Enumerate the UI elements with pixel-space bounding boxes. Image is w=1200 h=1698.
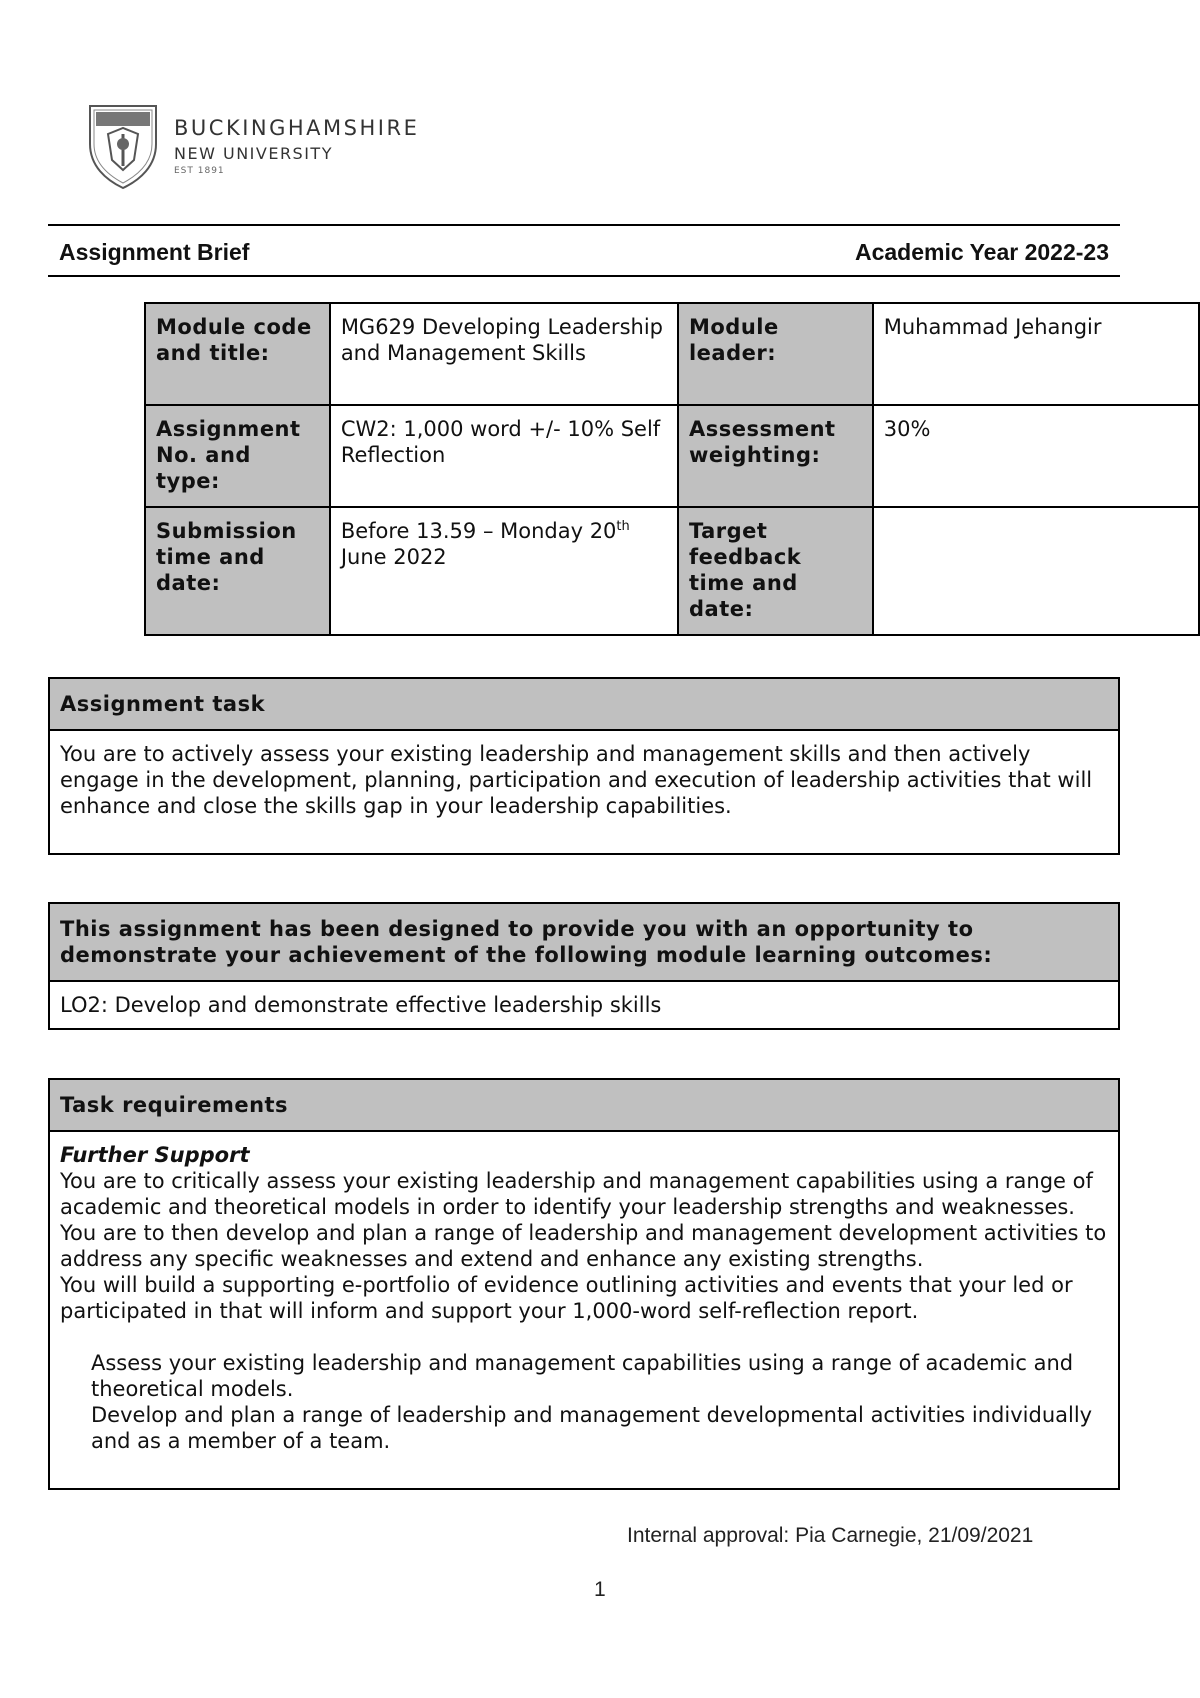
weighting-label: Assessment weighting: [678, 405, 873, 507]
module-leader-value: Muhammad Jehangir [873, 303, 1199, 405]
assignment-task-body: You are to actively assess your existing leadership and management skills and then actively engage in the development, planning, participation and execution of leadership activities that will enhance and close the skills gap in your leadership capabilities. [60, 742, 1093, 818]
header-band [48, 224, 1120, 277]
assignment-task-heading: Assignment task [50, 679, 1118, 731]
requirements-item-2: Develop and plan a range of leadership and management developmental activities individually and as a member of a team. [91, 1403, 1093, 1453]
feedback-value [873, 507, 1199, 635]
assignment-details-table [144, 302, 1200, 636]
university-logo [88, 104, 418, 194]
module-code-label: Module code and title: [145, 303, 330, 405]
task-requirements-body [50, 1132, 1118, 1464]
task-requirements-heading: Task requirements [50, 1080, 1118, 1132]
page-title: Assignment Brief [59, 239, 250, 265]
assignment-no-value: CW2: 1,000 word +/- 10% Self Reflection [330, 405, 678, 507]
further-support-heading: Further Support [60, 1143, 250, 1167]
requirements-paragraph-1: You are to critically assess your existing leadership and management capabilities using a range of academic and theoretical models in order to identify your leadership strengths and weaknesses. [60, 1169, 1093, 1219]
submission-date-month: June 2022 [340, 545, 447, 569]
weighting-value: 30% [873, 405, 1199, 507]
task-requirements-box [48, 1078, 1120, 1490]
requirements-paragraph-3: You will build a supporting e-portfolio of evidence outlining activities and events that your led or participated in that will inform and support your 1,000-word self-reflection report. [60, 1273, 1073, 1323]
module-leader-label: Module leader: [678, 303, 873, 405]
academic-year: Academic Year 2022-23 [854, 239, 1109, 265]
submission-date-text: Before 13.59 – Monday 20 [340, 519, 617, 543]
submission-value [330, 507, 678, 635]
learning-outcomes-box [48, 902, 1120, 1030]
module-code-value: MG629 Developing Leadership and Management Skills [330, 303, 678, 405]
learning-outcome-lo2: LO2: Develop and demonstrate effective leadership skills [60, 993, 662, 1017]
learning-outcomes-heading: This assignment has been designed to provide you with an opportunity to demonstrate your achievement of the following module learning outcomes: [50, 904, 1118, 982]
logo-established: EST 1891 [174, 166, 225, 176]
logo-name-line1: BUCKINGHAMSHIRE [174, 116, 420, 140]
page-number: 1 [594, 1578, 606, 1601]
feedback-label: Target feedback time and date: [678, 507, 873, 635]
requirements-item-1: Assess your existing leadership and management capabilities using a range of academic and theoretical models. [91, 1351, 1074, 1401]
submission-date-ordinal: th [616, 519, 630, 534]
submission-label: Submission time and date: [145, 507, 330, 635]
logo-name-line2: NEW UNIVERSITY [174, 144, 333, 163]
requirements-paragraph-2: You are to then develop and plan a range of leadership and management development activities to address any specific weaknesses and extend and enhance any existing strengths. [60, 1221, 1107, 1271]
assignment-task-box [48, 677, 1120, 855]
assignment-no-label: Assignment No. and type: [145, 405, 330, 507]
internal-approval: Internal approval: Pia Carnegie, 21/09/2021 [627, 1524, 1034, 1547]
crest-icon [88, 104, 158, 190]
